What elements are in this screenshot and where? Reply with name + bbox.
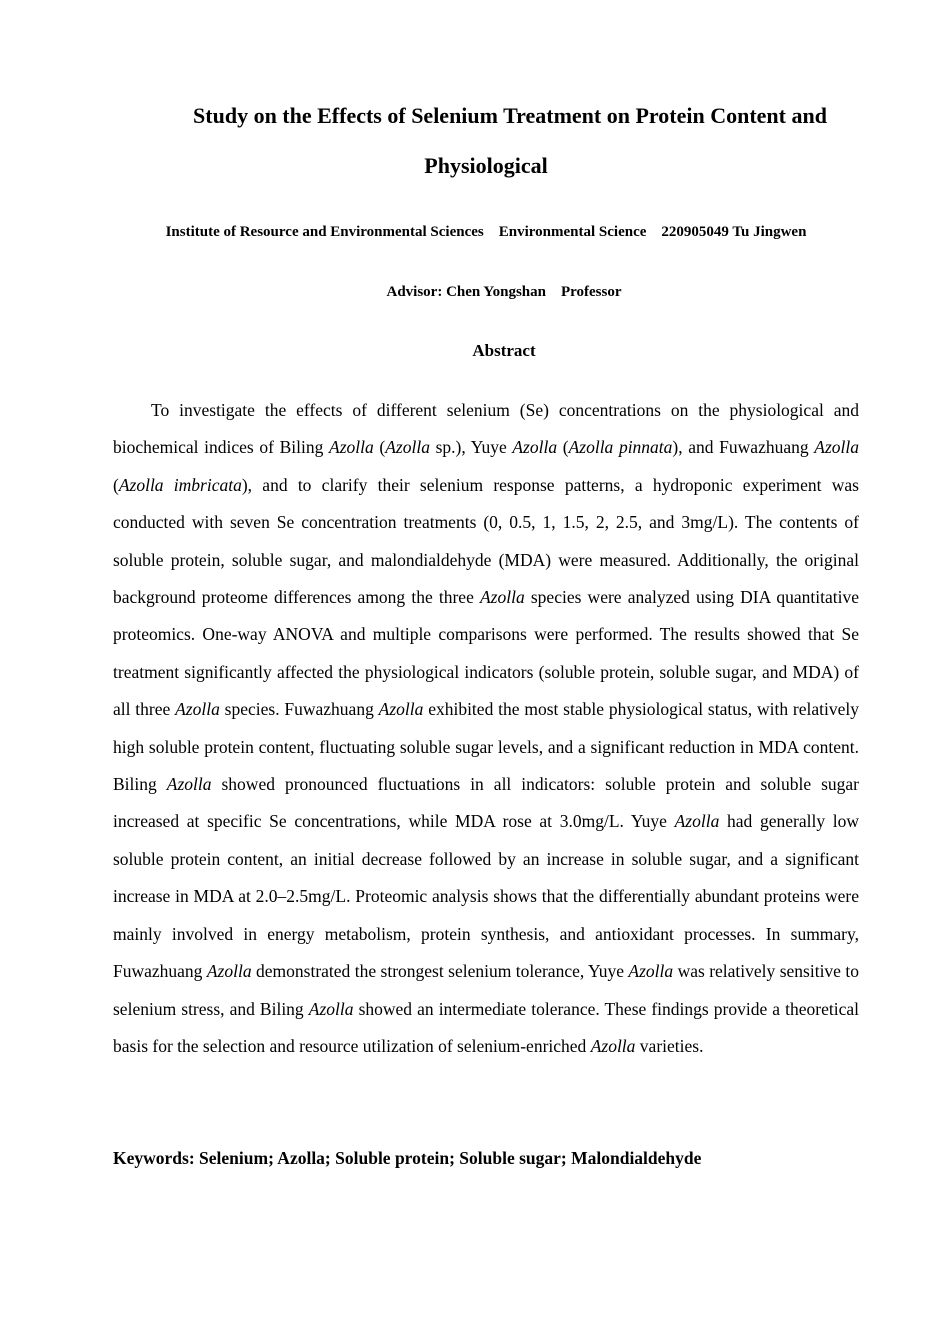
abstract-text-segment: showed an intermediate tolerance. These findings provide a theoretical basis for the selection and resource utilization of selenium-enriched <box>113 998 859 1056</box>
abstract-italic-term: Azolla pinnata <box>568 437 673 458</box>
abstract-text-segment: varieties. <box>635 1035 704 1056</box>
abstract-italic-term: Azolla <box>674 811 720 832</box>
abstract-text-segment: ( <box>373 437 386 458</box>
abstract-italic-term: Azolla <box>378 699 424 720</box>
abstract-heading: Abstract <box>472 341 536 360</box>
abstract-text-segment: To investigate the effects of different selenium (Se) concentrations on the physiological and biochemical indices of Biling <box>113 400 859 458</box>
abstract-italic-term: Azolla <box>206 961 252 982</box>
abstract-text-segment: species were analyzed using DIA quantitative proteomics. One-way ANOVA and multiple comparisons were performed. The results showed that Se treatment significantly affected the physiological indicators (soluble protein, soluble sugar, and MDA) of all three <box>113 587 859 720</box>
abstract-text-segment: exhibited the most stable physiological status, with relatively high soluble protein content, fluctuating soluble sugar levels, and a significant reduction in MDA content. Biling <box>113 699 859 795</box>
abstract-italic-term: Azolla <box>590 1035 636 1056</box>
abstract-text-segment: species. Fuwazhuang <box>219 699 379 720</box>
abstract-text-segment: ( <box>557 437 569 458</box>
advisor-line: Advisor: Chen Yongshan Professor <box>386 284 622 300</box>
abstract-italic-term: Azolla <box>385 437 430 458</box>
abstract-italic-term: Azolla <box>479 587 525 608</box>
abstract-text-segment: sp.), Yuye <box>429 437 513 458</box>
abstract-text-segment: was relatively sensitive to selenium stress, and Biling <box>113 961 859 1019</box>
keywords-line: Keywords: Selenium; Azolla; Soluble protein; Soluble sugar; Malondialdehyde <box>113 1148 702 1168</box>
abstract-text-segment: had generally low soluble protein content, an initial decrease followed by an increase in soluble sugar, and a significant increase in MDA at 2.0–2.5mg/L. Proteomic analysis shows that the differentially abundant proteins were mainly involved in energy metabolism, protein synthesis, and antioxidant processes. In summary, Fuwazhuang <box>113 811 860 982</box>
abstract-text-segment: ), and Fuwazhuang <box>672 437 815 458</box>
paper-title-line-2: Physiological <box>424 153 548 178</box>
paper-title <box>113 91 859 191</box>
abstract-text-segment: ), and to clarify their selenium response patterns, a hydroponic experiment was conducted with seven Se concentration treatments (0, 0.5, 1, 1.5, 2, 2.5, and 3mg/L). The contents of soluble protein, soluble sugar, and malondialdehyde (MDA) were measured. Additionally, the original background proteome differences among the three <box>113 474 859 608</box>
author-affiliation: Institute of Resource and Environmental Sciences Environmental Science 220905049 Tu Jingwen <box>165 224 807 240</box>
abstract-italic-term: Azolla <box>166 774 212 795</box>
abstract-italic-term: Azolla <box>308 998 354 1019</box>
abstract-italic-term: Azolla <box>329 437 374 458</box>
abstract-text-segment: showed pronounced fluctuations in all indicators: soluble protein and soluble sugar increased at specific Se concentrations, while MDA rose at 3.0mg/L. Yuye <box>113 774 859 832</box>
abstract-italic-term: Azolla <box>628 961 674 982</box>
abstract-italic-term: Azolla <box>814 437 859 458</box>
abstract-text-segment: ( <box>113 474 119 495</box>
abstract-italic-term: Azolla imbricata <box>118 474 242 495</box>
paper-title-line-1: Study on the Effects of Selenium Treatment on Protein Content and <box>193 103 827 128</box>
abstract-text-segment: demonstrated the strongest selenium tolerance, Yuye <box>251 961 629 982</box>
abstract-italic-term: Azolla <box>512 437 558 458</box>
abstract-body <box>113 392 859 1065</box>
abstract-italic-term: Azolla <box>175 699 220 720</box>
